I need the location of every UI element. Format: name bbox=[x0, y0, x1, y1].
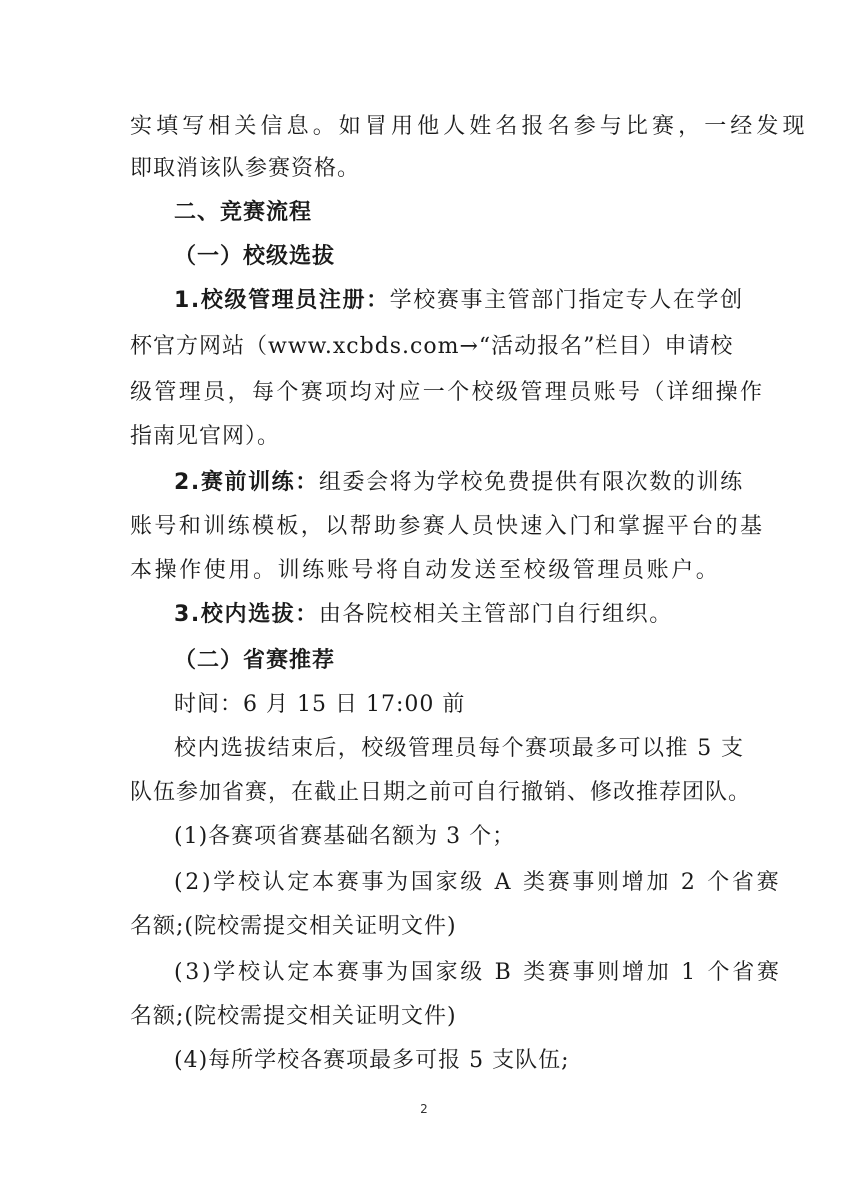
body-line: 时间：6 月 15 日 17:00 前 bbox=[174, 692, 466, 717]
page-number: 2 bbox=[420, 1102, 428, 1116]
body-line bbox=[174, 286, 744, 316]
body-line: 即取消该队参赛资格。 bbox=[130, 156, 361, 181]
list-item: 名额;(院校需提交相关证明文件) bbox=[130, 1004, 457, 1029]
step-text: 组委会将为学校免费提供有限次数的训练 bbox=[318, 470, 744, 495]
step-title: 1.校级管理员注册： bbox=[174, 288, 390, 313]
body-line: 账号和训练模板，以帮助参赛人员快速入门和掌握平台的基 bbox=[130, 514, 765, 539]
section-heading: 二、竞赛流程 bbox=[174, 200, 313, 225]
body-line: 指南见官网）。 bbox=[130, 424, 281, 449]
step-title: 2.赛前训练： bbox=[174, 470, 319, 495]
list-item: (4)每所学校各赛项最多可报 5 支队伍; bbox=[174, 1048, 570, 1073]
body-line: 级管理员，每个赛项均对应一个校级管理员账号（详细操作 bbox=[130, 380, 765, 405]
subsection-heading: （一）校级选拔 bbox=[174, 244, 336, 269]
step-title: 3.校内选拔： bbox=[174, 602, 319, 627]
body-line: 队伍参加省赛，在截止日期之前可自行撤销、修改推荐团队。 bbox=[130, 780, 752, 805]
body-line: 实填写相关信息。如冒用他人姓名报名参与比赛，一经发现 bbox=[130, 114, 809, 139]
step-text: 学校赛事主管部门指定专人在学创 bbox=[389, 288, 744, 313]
list-item: (3)学校认定本赛事为国家级 B 类赛事则增加 1 个省赛 bbox=[174, 960, 782, 985]
body-line: 本操作使用。训练账号将自动发送至校级管理员账户。 bbox=[130, 558, 721, 583]
body-line bbox=[174, 600, 673, 630]
list-item: (1)各赛项省赛基础名额为 3 个； bbox=[174, 824, 516, 849]
list-item: 名额;(院校需提交相关证明文件) bbox=[130, 914, 457, 939]
body-line: 杯官方网站（www.xcbds.com→“活动报名”栏目）申请校 bbox=[130, 334, 734, 359]
subsection-heading: （二）省赛推荐 bbox=[174, 648, 336, 673]
step-text: 由各院校相关主管部门自行组织。 bbox=[318, 602, 673, 627]
body-line: 校内选拔结束后，校级管理员每个赛项最多可以推 5 支 bbox=[174, 736, 745, 761]
list-item: (2)学校认定本赛事为国家级 A 类赛事则增加 2 个省赛 bbox=[174, 870, 782, 895]
body-line bbox=[174, 468, 744, 498]
